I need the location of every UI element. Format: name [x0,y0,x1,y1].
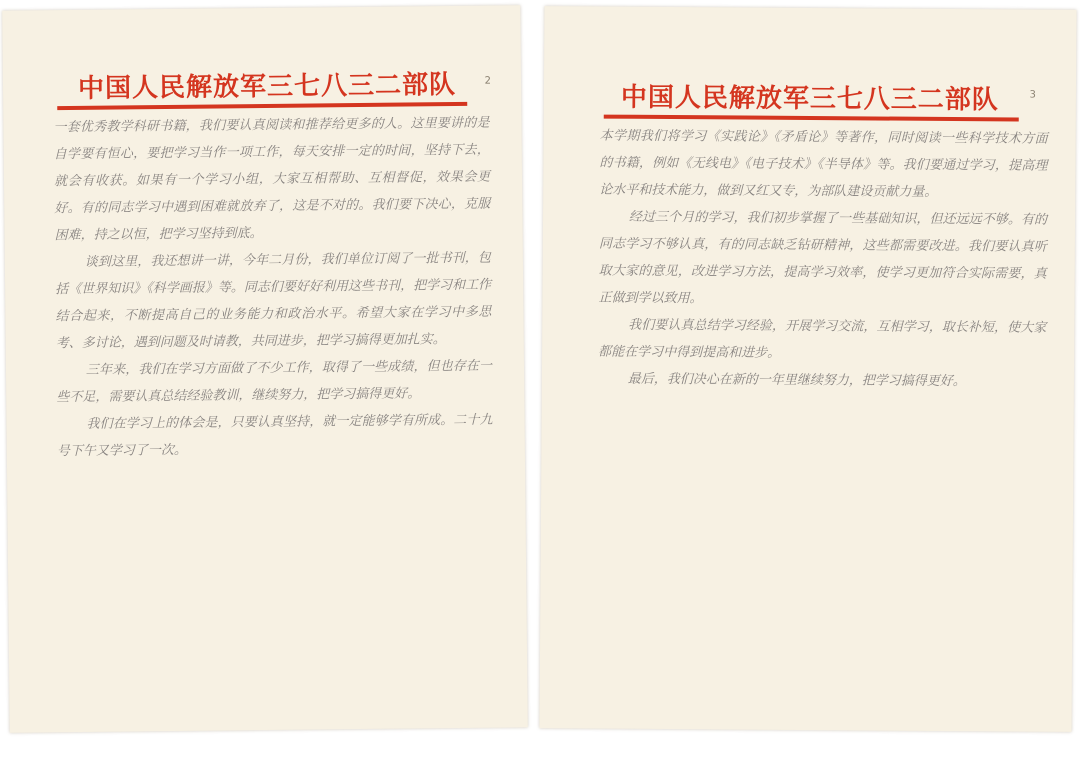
letterhead-title: 中国人民解放军三七八三二部队 [620,82,999,116]
letter-page-left [2,5,528,732]
handwritten-paragraph: 一套优秀教学科研书籍，我们要认真阅读和推荐给更多的人。这里要讲的是自学要有恒心，要把学习当作一项工作，每天安排一定的时间，坚持下去，就会有收获。如果有一个学习小组，大家互相帮助、互相督促，效果会更好。有的同志学习中遇到困难就放弃了，这是不对的。我们要下决心，克服困难，持之以恒，把学习坚持到底。 [53,115,491,244]
letterhead-title: 中国人民解放军三七八三二部队 [77,69,457,104]
handwritten-paragraph: 谈到这里，我还想讲一讲，今年二月份，我们单位订阅了一批书刊，包括《世界知识》《科学画报》等。同志们要好好利用这些书刊，把学习和工作结合起来，不断提高自己的业务能力和政治水平。希望大家在学习中多思考、多讨论，遇到问题及时请教，共同进步，把学习搞得更加扎实。 [55,250,492,352]
handwritten-paragraph: 经过三个月的学习，我们初步掌握了一些基础知识，但还远远不够。有的同志学习不够认真，有的同志缺乏钻研精神，这些都需要改进。我们要认真听取大家的意见，改进学习方法，提高学习效率，使学习更加符合实际需要，真正做到学以致用。 [598,209,1048,307]
handwritten-paragraph: 三年来，我们在学习方面做了不少工作，取得了一些成绩，但也存在一些不足，需要认真总结经验教训，继续努力，把学习搞得更好。 [56,358,493,406]
handwritten-paragraph: 最后，我们决心在新的一年里继续努力，把学习搞得更好。 [627,371,966,390]
letter-page-right [539,6,1076,732]
handwritten-paragraph: 我们要认真总结学习经验，开展学习交流，互相学习，取长补短，使大家都能在学习中得到提高和进步。 [598,317,1047,361]
page-number: 2 [484,75,492,87]
handwritten-paragraph: 本学期我们将学习《实践论》《矛盾论》等著作，同时阅读一些科学技术方面的书籍，例如《无线电》《电子技术》《半导体》等。我们要通过学习，提高理论水平和技术能力，做到又红又专，为部队建设贡献力量。 [599,128,1048,200]
handwritten-body [598,123,1048,396]
handwritten-paragraph: 我们在学习上的体会是，只要认真坚持，就一定能够学有所成。二十九号下午又学习了一次。 [56,412,493,460]
handwritten-body [53,110,493,466]
page-number: 3 [1029,89,1036,101]
